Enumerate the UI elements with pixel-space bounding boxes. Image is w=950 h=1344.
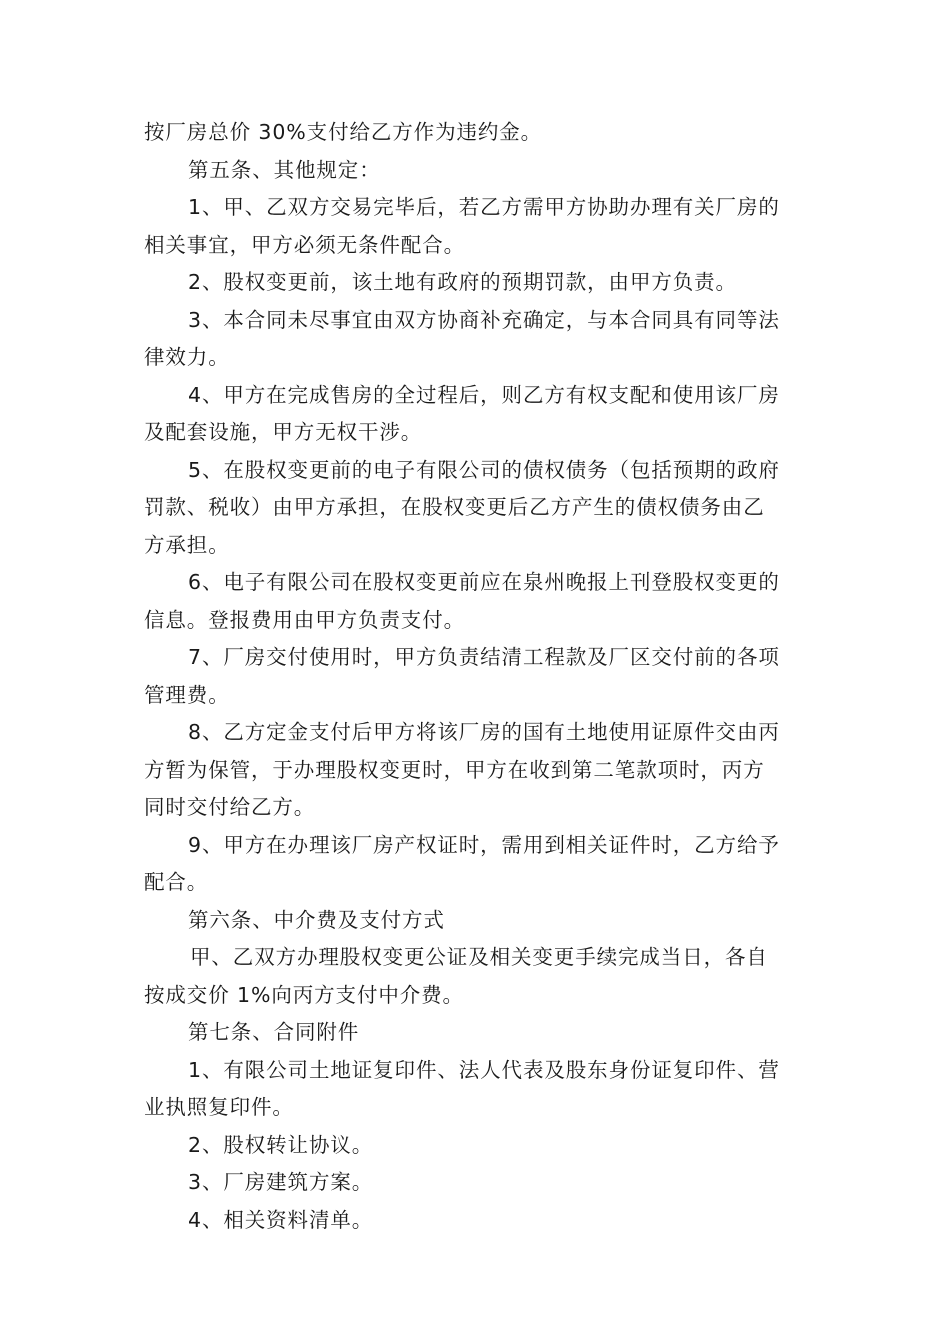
text-line: 律效力。 [144, 345, 230, 369]
text-line: 9、甲方在办理该厂房产权证时，需用到相关证件时，乙方给予 [188, 832, 780, 857]
text-line: 方暂为保管，于办理股权变更时，甲方在收到第二笔款项时，丙方 [144, 757, 765, 782]
text-line: 甲、乙双方办理股权变更公证及相关变更手续完成当日，各自 [190, 945, 768, 969]
section-heading-article-7: 第七条、合同附件 [188, 1020, 360, 1044]
text-line: 罚款、税收）由甲方承担，在股权变更后乙方产生的债权债务由乙 [144, 495, 765, 519]
text-line: 6、电子有限公司在股权变更前应在泉州晚报上刊登股权变更的 [188, 570, 780, 594]
section-heading-article-5: 第五条、其他规定： [188, 157, 381, 182]
text-line: 配合。 [144, 870, 209, 894]
text-line: 7、厂房交付使用时，甲方负责结清工程款及厂区交付前的各项 [188, 645, 780, 669]
text-line: 同时交付给乙方。 [144, 795, 316, 819]
text-line: 4、甲方在完成售房的全过程后，则乙方有权支配和使用该厂房 [188, 382, 780, 407]
text-line: 方承担。 [144, 532, 230, 557]
text-line: 管理费。 [144, 682, 230, 707]
text-line: 业执照复印件。 [144, 1095, 294, 1119]
text-line: 4、相关资料清单。 [188, 1207, 374, 1232]
text-line: 8、乙方定金支付后甲方将该厂房的国有土地使用证原件交由丙 [188, 720, 780, 744]
document-body [144, 114, 808, 1239]
text-line: 相关事宜，甲方必须无条件配合。 [144, 232, 465, 257]
text-line: 1、甲、乙双方交易完毕后，若乙方需甲方协助办理有关厂房的 [188, 195, 780, 219]
text-line: 2、股权变更前，该土地有政府的预期罚款，由甲方负责。 [188, 270, 737, 294]
text-line: 3、本合同未尽事宜由双方协商补充确定，与本合同具有同等法 [188, 307, 780, 332]
text-line: 按厂房总价 30%支付给乙方作为违约金。 [144, 120, 543, 144]
text-line: 3、厂房建筑方案。 [188, 1170, 374, 1194]
text-line: 及配套设施，甲方无权干涉。 [144, 420, 423, 444]
text-line: 信息。登报费用由甲方负责支付。 [144, 607, 465, 632]
text-line: 按成交价 1%向丙方支付中介费。 [144, 982, 464, 1007]
text-line: 2、股权转让协议。 [188, 1132, 374, 1157]
section-heading-article-6: 第六条、中介费及支付方式 [188, 907, 445, 932]
text-line: 5、在股权变更前的电子有限公司的债权债务（包括预期的政府 [188, 457, 780, 482]
text-line: 1、有限公司土地证复印件、法人代表及股东身份证复印件、营 [188, 1057, 780, 1082]
